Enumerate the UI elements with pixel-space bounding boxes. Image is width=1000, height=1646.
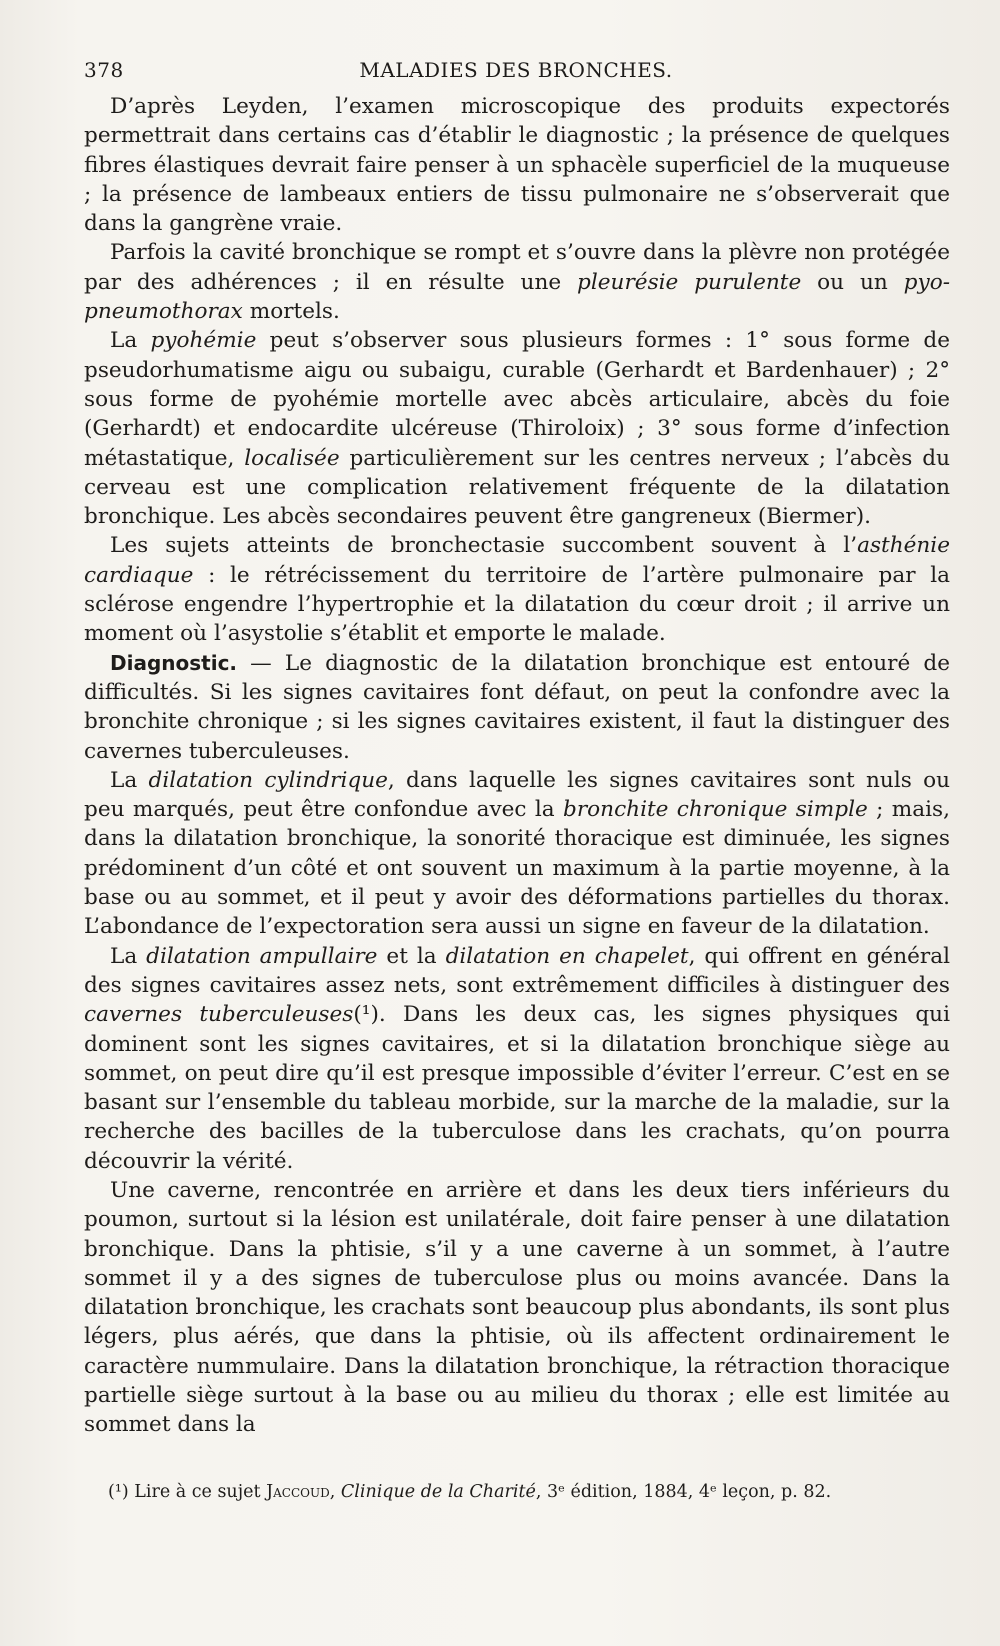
paragraph-text: Parfois la cavité bronchique se rompt et s’ouvre dans la plèvre non protégée par des adhérences ; il en résulte une — [84, 240, 950, 295]
paragraph-text: particulièrement sur les centres nerveux ; l’abcès du cerveau est une complication relativement fréquente de la dilatation bronchique. Les abcès secondaires peuvent être gangreneux (Biermer). — [84, 445, 950, 530]
italic-term: cavernes tuberculeuses — [84, 1002, 354, 1028]
paragraph-text: Une caverne, rencontrée en arrière et dans les deux tiers inférieurs du poumon, surtout si la lésion est unilatérale, doit faire penser à une dilatation bronchique. Dans la phtisie, s’il y a une caverne à un sommet, à l’autre sommet il y a des signes de tuberculose plus ou moins avancée. Dans la dilatation bronchique, les crachats sont beaucoup plus abondants, ils sont plus légers, plus aérés, que dans la phtisie, où ils affectent ordinairement le caractère nummulaire. Dans la dilatation bronchique, la rétraction thoracique partielle siège surtout à la base ou au milieu du thorax ; elle est limitée au sommet dans la — [84, 1177, 950, 1438]
paragraph-text: ; mais, dans la dilatation bronchique, la sonorité thoracique est diminuée, les signes prédominent d’un côté et ont souvent un maximum à la partie moyenne, à la base ou au sommet, et il peut y avoir des déformations partielles du thorax. L’abondance de l’expectoration sera aussi un signe en faveur de la dilatation. — [84, 797, 950, 940]
footnote-author: Jaccoud — [266, 1482, 330, 1502]
italic-term: dilatation en chapelet — [445, 943, 689, 969]
italic-term: asthénie cardiaque — [84, 533, 950, 588]
italic-term: localisée — [244, 445, 340, 471]
footnote-marker: (¹) — [108, 1482, 129, 1502]
paragraph-leyden — [84, 92, 950, 238]
footnote-reference: (¹) — [353, 1002, 379, 1028]
italic-term: dilatation cylindrique — [148, 767, 388, 793]
paragraph-text: Les sujets atteints de bronchectasie succombent souvent à l’ — [110, 533, 858, 559]
section-heading: Diagnostic. — [110, 650, 238, 675]
italic-term: bronchite chronique simple — [563, 797, 868, 823]
footnote-text: , 3ᵉ édition, 1884, 4ᵉ leçon, p. 82. — [535, 1482, 832, 1502]
paragraph-text: , qui offrent en général des signes cavitaires assez nets, sont extrêmement difficiles à distinguer des — [84, 943, 951, 998]
footnote-text: , — [329, 1482, 341, 1502]
paragraph-text: peut s’observer sous plusieurs formes : 1° sous forme de pseudorhumatisme aigu ou subaigu, curable (Gerhardt et Bardenhauer) ; 2° sous forme de pyohémie mortelle avec abcès articulaire, abcès du foie (Gerhardt) et endocardite ulcéreuse (Thiroloix) ; 3° sous forme d’infection métastatique, — [84, 328, 950, 471]
paragraph-text: La — [110, 328, 151, 354]
paragraph-text: mortels. — [242, 299, 340, 325]
paragraph-text: . Dans les deux cas, les signes physiques qui dominent sont les signes cavitaires, et si la dilatation bronchique siège au sommet, on peut dire qu’il est presque impossible d’éviter l’erreur. C’est en se basant sur l’ensemble du tableau morbide, sur la marche de la maladie, sur la recherche des bacilles de la tuberculose dans les crachats, qu’on pourra découvrir la vérité. — [84, 1002, 950, 1174]
paragraph-text: D’après Leyden, l’examen microscopique des produits expectorés permettrait dans certains cas d’établir le diagnostic ; la présence de quelques fibres élastiques devrait faire penser à un sphacèle superficiel de la muqueuse ; la présence de lambeaux entiers de tissu pulmonaire ne s’observerait que dans la gangrène vraie. — [84, 94, 950, 237]
italic-term: pyo-pneumothorax — [84, 269, 950, 325]
paragraph-pyohemie — [84, 326, 950, 531]
italic-term: dilatation ampullaire — [146, 943, 378, 969]
paragraph-ampullaire — [84, 942, 950, 1176]
paragraph-text: La — [110, 767, 149, 793]
paragraph-rupture — [84, 238, 950, 326]
paragraph-text: , dans laquelle les signes cavitaires sont nuls ou peu marqués, peut être confondue avec la — [84, 767, 950, 823]
paragraph-text: La — [110, 943, 147, 969]
paragraph-text: — Le diagnostic de la dilatation bronchique est entouré de difficultés. Si les signes cavitaires font défaut, on peut la confondre avec la bronchite chronique ; si les signes cavitaires existent, il faut la distinguer des cavernes tuberculeuses. — [84, 650, 950, 764]
paragraph-diagnostic — [84, 649, 950, 766]
footnote-text: Lire à ce sujet — [128, 1482, 267, 1502]
paragraph-caverne — [84, 1176, 950, 1440]
paragraph-text: : le rétrécissement du territoire de l’artère pulmonaire par la sclérose engendre l’hypertrophie et la dilatation du cœur droit ; il arrive un moment où l’asystolie s’établit et emporte le malade. — [84, 562, 950, 647]
italic-term: pyohémie — [150, 328, 257, 354]
page-number: 378 — [84, 58, 124, 82]
paragraph-cylindrique — [84, 766, 950, 942]
footnote — [108, 1480, 928, 1504]
body-text — [84, 92, 950, 1440]
paragraph-text: ou un — [801, 269, 904, 295]
running-title: MALADIES DES BRONCHES. — [359, 58, 673, 82]
paragraph-text: et la — [377, 943, 446, 969]
italic-term: pleurésie purulente — [577, 269, 802, 295]
paragraph-asthenie — [84, 531, 950, 648]
footnote-title: Clinique de la Charité — [340, 1482, 536, 1502]
